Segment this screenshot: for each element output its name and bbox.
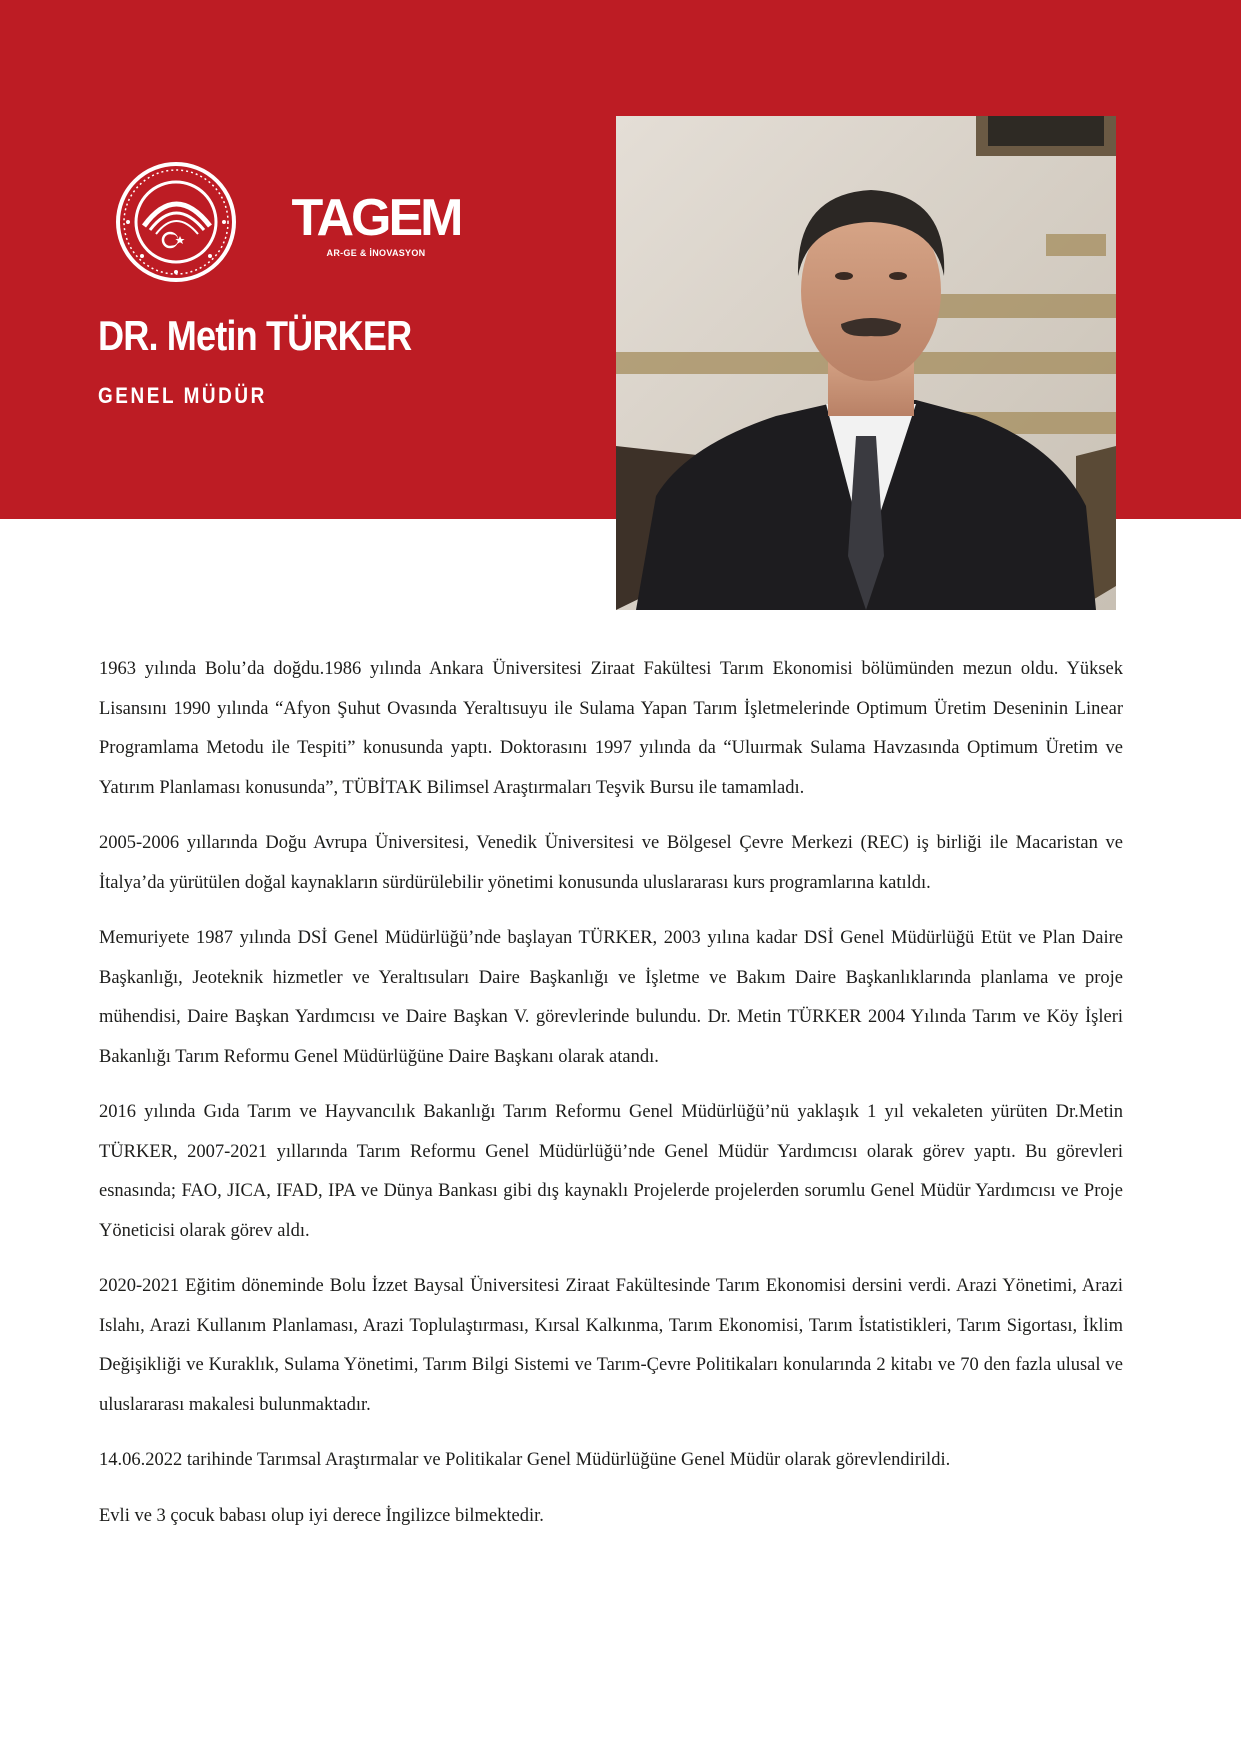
paragraph: 2005-2006 yıllarında Doğu Avrupa Üniversitesi, Venedik Üniversitesi ve Bölgesel Çevre Merkezi (REC) iş birliği ile Macaristan ve İtalya’da yürütülen doğal kaynakların sürdürülebilir yönetimi konusunda uluslararası kurs programlarına katıldı. <box>99 833 1123 893</box>
paragraph: 2020-2021 Eğitim döneminde Bolu İzzet Baysal Üniversitesi Ziraat Fakültesinde Tarım Ekonomisi dersini verdi. Arazi Yönetimi, Arazi Islahı, Arazi Kullanım Planlaması, Arazi Toplulaştırması, Kırsal Kalkınma, Tarım Ekonomisi, Tarım İstatistikleri, Tarım Sigortası, İklim Değişikliği ve Kuraklık, Sulama Yönetimi, Tarım Bilgi Sistemi ve Tarım-Çevre Politikaları konularında 2 kitabı ve 70 den fazla ulusal ve uluslararası makalesi bulunmaktadır. <box>99 1276 1123 1415</box>
tagem-wordmark: TAGEM <box>291 189 461 247</box>
person-name: DR. Metin TÜRKER <box>98 312 412 359</box>
paragraph: Memuriyete 1987 yılında DSİ Genel Müdürlüğü’nde başlayan TÜRKER, 2003 yılına kadar DSİ Genel Müdürlüğü Etüt ve Plan Daire Başkanlığı, Jeoteknik hizmetler ve Yeraltısuları Daire Başkanlığı ve İşletme ve Bakım Daire Başkanlıklarında planlama ve proje mühendisi, Daire Başkan Yardımcısı ve Daire Başkan V. görevlerinde bulundu. Dr. Metin TÜRKER 2004 Yılında Tarım ve Köy İşleri Bakanlığı Tarım Reformu Genel Müdürlüğüne Daire Başkanı olarak atandı. <box>99 928 1123 1067</box>
tagem-subtitle: AR-GE & İNOVASYON <box>326 248 426 258</box>
paragraph: 1963 yılında Bolu’da doğdu.1986 yılında Ankara Üniversitesi Ziraat Fakültesi Tarım Ekonomisi bölümünden mezun oldu. Yüksek Lisansını 1990 yılında “Afyon Şuhut Ovasında Yeraltısuyu ile Sulama Yapan Tarım İşletmelerinde Optimum Üretim Deseninin Linear Programlama Metodu ile Tespiti” konusunda yaptı. Doktorasını 1997 yılında da “Uluırmak Sulama Havzasında Optimum Üretim ve Yatırım Planlaması konusunda”, TÜBİTAK Bilimsel Araştırmaları Teşvik Bursu ile tamamladı. <box>99 659 1123 798</box>
tagem-logo <box>288 189 464 264</box>
paragraph: Evli ve 3 çocuk babası olup iyi derece İngilizce bilmektedir. <box>99 1505 544 1526</box>
portrait-photo <box>616 116 1116 610</box>
paragraph: 2016 yılında Gıda Tarım ve Hayvancılık Bakanlığı Tarım Reformu Genel Müdürlüğü’nü yaklaşık 1 yıl vekaleten yürüten Dr.Metin TÜRKER, 2007-2021 yıllarında Tarım Reformu Genel Müdürlüğü’nde Genel Müdür Yardımcısı olarak görev yaptı. Bu görevleri esnasında; FAO, JICA, IFAD, IPA ve Dünya Bankası gibi dış kaynaklı Projelerde projelerden sorumlu Genel Müdür Yardımcısı ve Proje Yöneticisi olarak görev aldı. <box>99 1102 1123 1241</box>
person-title: GENEL MÜDÜR <box>98 383 267 408</box>
biography-text <box>99 650 1123 1552</box>
paragraph: 14.06.2022 tarihinde Tarımsal Araştırmalar ve Politikalar Genel Müdürlüğüne Genel Müdür olarak görevlendirildi. <box>99 1450 951 1470</box>
ministry-seal-icon <box>114 160 238 284</box>
